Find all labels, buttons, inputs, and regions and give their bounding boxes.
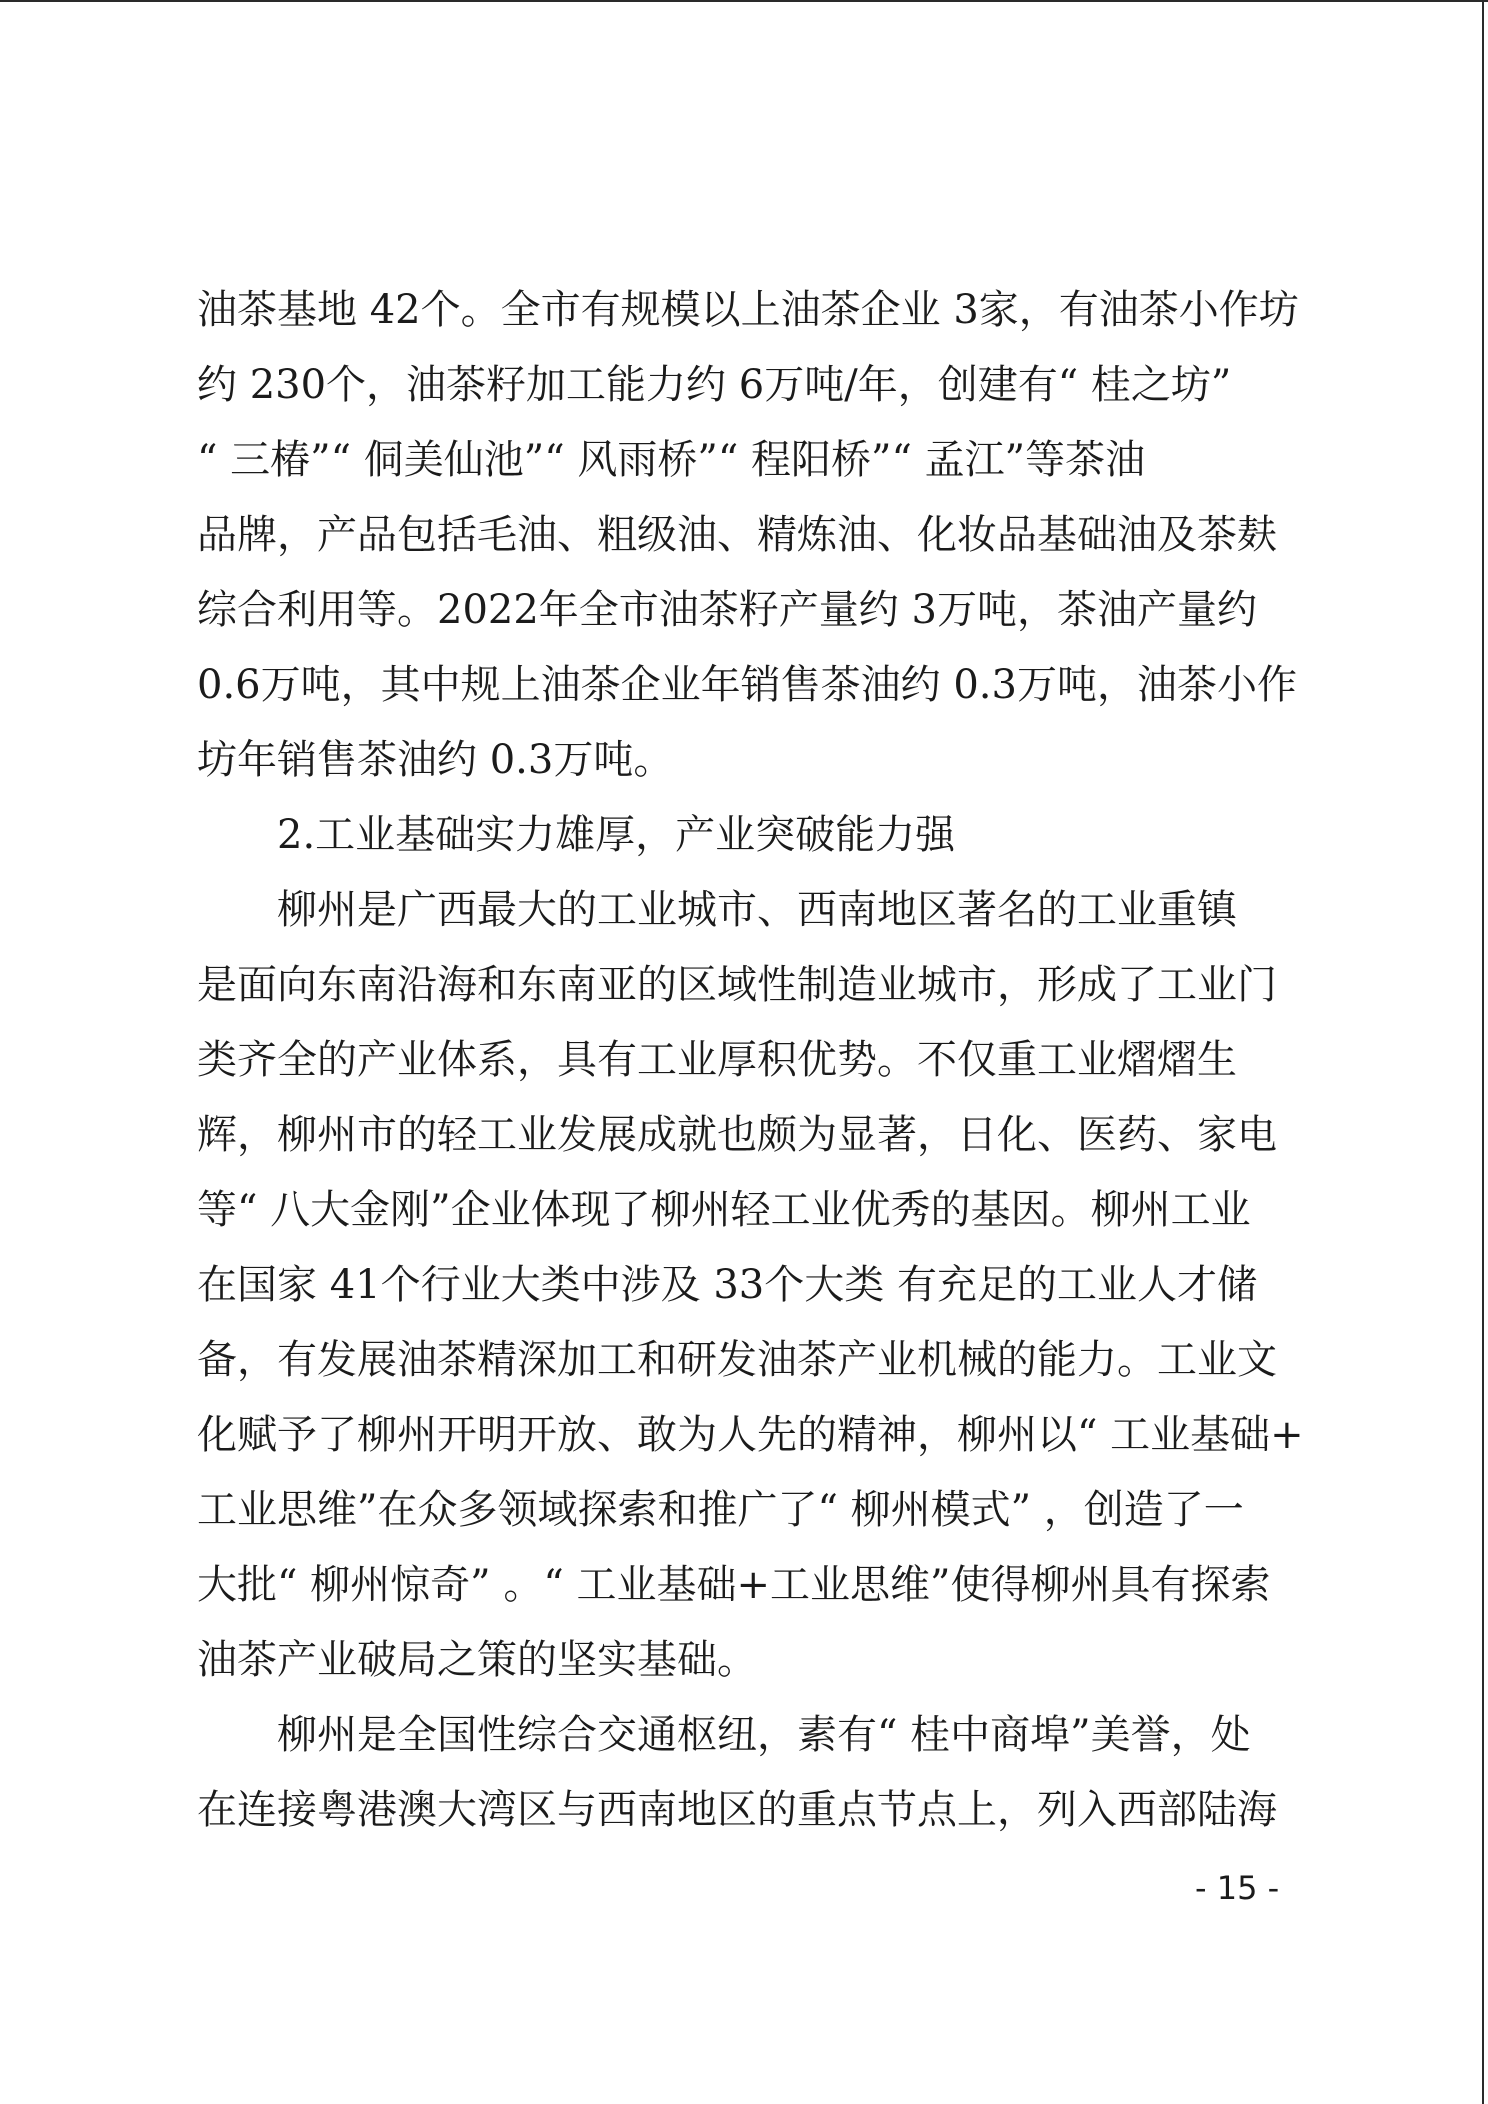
section-heading: 2.工业基础实力雄厚，产业突破能力强 xyxy=(277,812,956,858)
text-line: 工业思维”在众多领域探索和推广了“ 柳州模式” ，创造了一 xyxy=(197,1487,1244,1533)
page-right-border xyxy=(1482,0,1484,2104)
text-line: 等“ 八大金刚”企业体现了柳州轻工业优秀的基因。柳州工业 xyxy=(197,1187,1251,1233)
text-line: “ 三椿”“ 侗美仙池”“ 风雨桥”“ 程阳桥”“ 孟江”等茶油 xyxy=(197,437,1146,483)
text-line: 0.6万吨，其中规上油茶企业年销售茶油约 0.3万吨，油茶小作 xyxy=(197,662,1297,708)
text-line: 大批“ 柳州惊奇” 。“ 工业基础+工业思维”使得柳州具有探索 xyxy=(197,1562,1271,1608)
text-line: 辉，柳州市的轻工业发展成就也颇为显著，日化、医药、家电 xyxy=(197,1112,1277,1158)
text-line: 综合利用等。2022年全市油茶籽产量约 3万吨，茶油产量约 xyxy=(197,587,1257,633)
text-line: 品牌，产品包括毛油、粗级油、精炼油、化妆品基础油及茶麸 xyxy=(197,512,1277,558)
text-line: 坊年销售茶油约 0.3万吨。 xyxy=(197,737,674,783)
text-line: 油茶产业破局之策的坚实基础。 xyxy=(197,1637,757,1683)
text-line: 柳州是全国性综合交通枢纽，素有“ 桂中商埠”美誉，处 xyxy=(277,1712,1251,1758)
text-line: 备，有发展油茶精深加工和研发油茶产业机械的能力。工业文 xyxy=(197,1337,1277,1383)
text-line: 是面向东南沿海和东南亚的区域性制造业城市，形成了工业门 xyxy=(197,962,1277,1008)
text-line: 类齐全的产业体系，具有工业厚积优势。不仅重工业熠熠生 xyxy=(197,1037,1237,1083)
page-top-border xyxy=(0,0,1488,2)
page-number: - 15 - xyxy=(1195,1869,1280,1907)
text-line: 约 230个，油茶籽加工能力约 6万吨/年，创建有“ 桂之坊” xyxy=(197,362,1232,408)
text-line: 化赋予了柳州开明开放、敢为人先的精神，柳州以“ 工业基础+ xyxy=(197,1412,1304,1458)
text-line: 油茶基地 42个。全市有规模以上油茶企业 3家，有油茶小作坊 xyxy=(197,287,1299,333)
text-line: 在连接粤港澳大湾区与西南地区的重点节点上，列入西部陆海 xyxy=(197,1787,1277,1833)
text-line: 在国家 41个行业大类中涉及 33个大类 有充足的工业人才储 xyxy=(197,1262,1257,1308)
text-line: 柳州是广西最大的工业城市、西南地区著名的工业重镇 xyxy=(277,887,1237,933)
